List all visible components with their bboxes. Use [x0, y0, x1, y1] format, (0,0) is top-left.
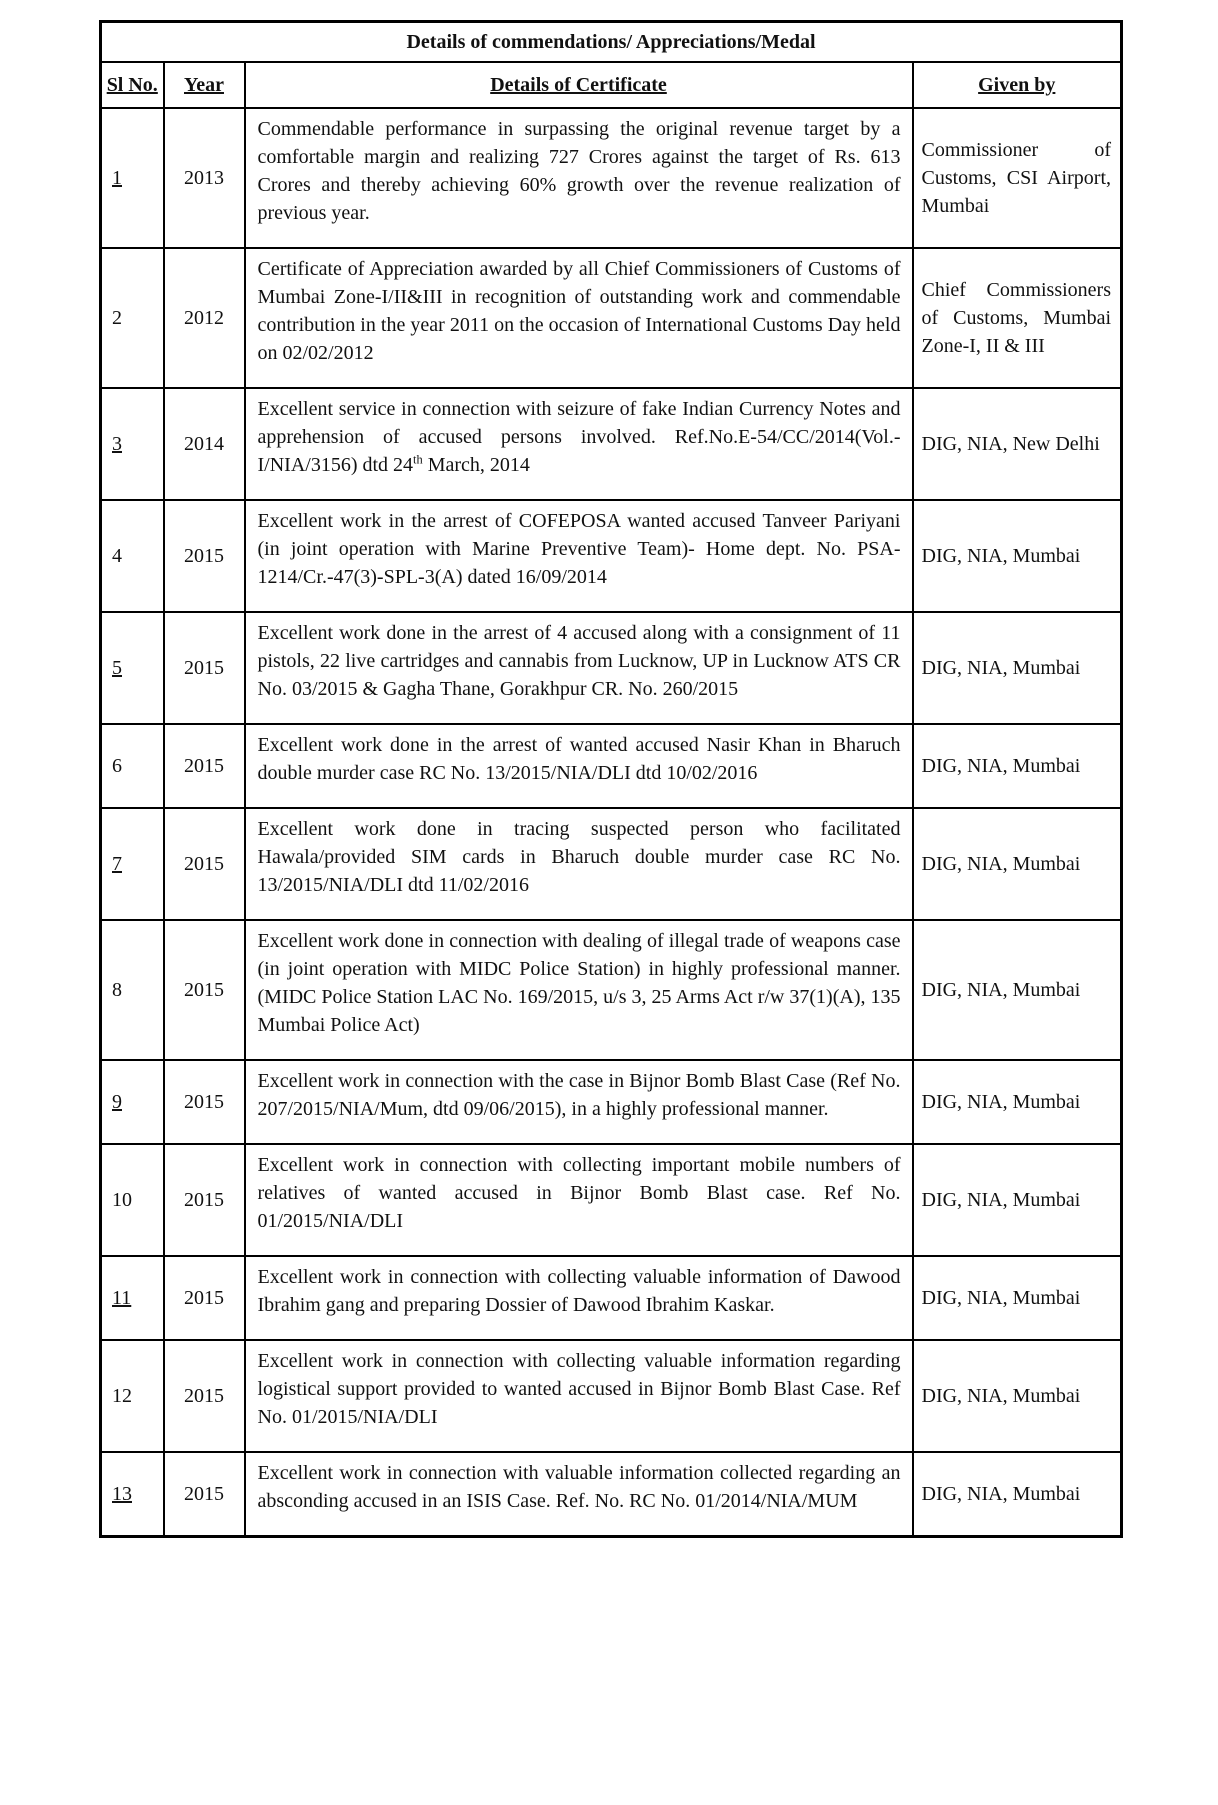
table-row [101, 1340, 1122, 1452]
year-value: 2012 [184, 307, 224, 329]
details-text: Excellent work in the arrest of COFEPOSA wanted accused Tanveer Pariyani (in joint operation with Marine Preventive Team)- Home dept. No. PSA-1214/Cr.-47(3)-SPL-3(A) dated 16/09/2014 [257, 510, 901, 588]
year-cell [164, 920, 245, 1060]
sl-no-cell [101, 388, 164, 500]
year-value: 2013 [184, 167, 224, 189]
year-value: 2015 [184, 545, 224, 567]
year-cell [164, 1144, 245, 1256]
given-by-cell [913, 1452, 1122, 1537]
sl-no-cell [101, 808, 164, 920]
sl-no-value: 6 [112, 755, 122, 777]
given-by-text: DIG, NIA, Mumbai [921, 1483, 1081, 1505]
sl-no-cell [101, 1452, 164, 1537]
given-by-cell [913, 920, 1122, 1060]
sl-no-value: 2 [112, 307, 122, 329]
table-row [101, 248, 1122, 388]
table-title [101, 22, 1122, 63]
details-text: Excellent work in connection with collecting important mobile numbers of relatives of wanted accused in Bijnor Bomb Blast case. Ref No. 01/2015/NIA/DLI [257, 1154, 901, 1232]
sl-no-value: 8 [112, 979, 122, 1001]
table-header-row [101, 62, 1122, 108]
given-by-cell [913, 1256, 1122, 1340]
given-by-cell [913, 388, 1122, 500]
table-row [101, 388, 1122, 500]
column-header-sl-no: Sl No. [101, 62, 164, 108]
year-value: 2015 [184, 1287, 224, 1309]
details-cell [245, 388, 913, 500]
sl-no-cell [101, 724, 164, 808]
details-cell [245, 1144, 913, 1256]
year-value: 2015 [184, 979, 224, 1001]
details-text: Excellent work in connection with collecting valuable information regarding logistical support provided to wanted accused in Bijnor Bomb Blast Case. Ref No. 01/2015/NIA/DLI [257, 1350, 901, 1428]
year-cell [164, 1452, 245, 1537]
sl-no-cell [101, 248, 164, 388]
given-by-cell [913, 500, 1122, 612]
given-by-text: DIG, NIA, Mumbai [921, 1287, 1081, 1309]
given-by-text: Commissioner of Customs, CSI Airport, Mumbai [921, 139, 1111, 217]
sl-no-value: 11 [112, 1287, 132, 1309]
details-text: Excellent work done in tracing suspected person who facilitated Hawala/provided SIM cards in Bharuch double murder case RC No. 13/2015/NIA/DLI dtd 11/02/2016 [257, 818, 901, 896]
given-by-text: DIG, NIA, Mumbai [921, 545, 1081, 567]
table-row [101, 612, 1122, 724]
sl-no-value: 4 [112, 545, 122, 567]
given-by-cell [913, 724, 1122, 808]
year-cell [164, 108, 245, 248]
details-cell [245, 724, 913, 808]
table-row [101, 1256, 1122, 1340]
sl-no-value: 7 [112, 853, 122, 875]
given-by-text: DIG, NIA, New Delhi [921, 433, 1100, 455]
details-cell [245, 1340, 913, 1452]
sl-no-cell [101, 1144, 164, 1256]
given-by-cell [913, 1340, 1122, 1452]
sl-no-value: 10 [112, 1189, 132, 1211]
year-value: 2015 [184, 1091, 224, 1113]
given-by-text: DIG, NIA, Mumbai [921, 979, 1081, 1001]
given-by-cell [913, 248, 1122, 388]
sl-no-value: 12 [112, 1385, 132, 1407]
details-text: Excellent work done in the arrest of wanted accused Nasir Khan in Bharuch double murder case RC No. 13/2015/NIA/DLI dtd 10/02/2016 [257, 734, 901, 784]
table-row [101, 108, 1122, 248]
given-by-text: DIG, NIA, Mumbai [921, 1189, 1081, 1211]
superscript-text: th [413, 452, 423, 467]
year-value: 2015 [184, 657, 224, 679]
sl-no-cell [101, 500, 164, 612]
table-row [101, 500, 1122, 612]
table-row [101, 1060, 1122, 1144]
details-cell [245, 1452, 913, 1537]
details-cell [245, 612, 913, 724]
year-value: 2014 [184, 433, 224, 455]
sl-no-value: 9 [112, 1091, 122, 1113]
year-cell [164, 1340, 245, 1452]
given-by-text: DIG, NIA, Mumbai [921, 755, 1081, 777]
sl-no-cell [101, 612, 164, 724]
details-text: Certificate of Appreciation awarded by all Chief Commissioners of Customs of Mumbai Zone-I/II&III in recognition of outstanding work and commendable contribution in the year 2011 on the occasion of International Customs Day held on 02/02/2012 [257, 258, 901, 364]
details-cell [245, 248, 913, 388]
year-value: 2015 [184, 1483, 224, 1505]
details-text: Excellent work in connection with collecting valuable information of Dawood Ibrahim gang and preparing Dossier of Dawood Ibrahim Kaskar. [257, 1266, 901, 1316]
details-cell [245, 1060, 913, 1144]
details-cell [245, 808, 913, 920]
column-header-given-by: Given by [913, 62, 1122, 108]
details-cell [245, 500, 913, 612]
commendations-table [99, 20, 1123, 1538]
year-value: 2015 [184, 1385, 224, 1407]
details-text: Commendable performance in surpassing the original revenue target by a comfortable margin and realizing 727 Crores against the target of Rs. 613 Crores and thereby achieving 60% growth over the revenue realization of previous year. [257, 118, 901, 224]
given-by-cell [913, 808, 1122, 920]
sl-no-cell [101, 1060, 164, 1144]
sl-no-cell [101, 1340, 164, 1452]
given-by-cell [913, 612, 1122, 724]
details-text: Excellent service in connection with seizure of fake Indian Currency Notes and apprehension of accused persons involved. Ref.No.E-54/CC/2014(Vol.-I/NIA/3156) dtd 24th March, 2014 [257, 398, 901, 476]
given-by-text: Chief Commissioners of Customs, Mumbai Zone-I, II & III [921, 279, 1111, 357]
table-title-text: Details of commendations/ Appreciations/Medal [406, 31, 816, 53]
sl-no-cell [101, 108, 164, 248]
given-by-text: DIG, NIA, Mumbai [921, 1385, 1081, 1407]
year-cell [164, 808, 245, 920]
year-value: 2015 [184, 755, 224, 777]
table-row [101, 1452, 1122, 1537]
year-cell [164, 1256, 245, 1340]
details-text: Excellent work done in the arrest of 4 accused along with a consignment of 11 pistols, 22 live cartridges and cannabis from Lucknow, UP in Lucknow ATS CR No. 03/2015 & Gagha Thane, Gorakhpur CR. No. 260/2015 [257, 622, 901, 700]
sl-no-value: 3 [112, 433, 122, 455]
sl-no-value: 5 [112, 657, 122, 679]
column-header-year: Year [164, 62, 245, 108]
sl-no-cell [101, 920, 164, 1060]
year-cell [164, 388, 245, 500]
table-row [101, 808, 1122, 920]
given-by-text: DIG, NIA, Mumbai [921, 1091, 1081, 1113]
details-text: Excellent work in connection with valuable information collected regarding an absconding accused in an ISIS Case. Ref. No. RC No. 01/2014/NIA/MUM [257, 1462, 901, 1512]
details-cell [245, 920, 913, 1060]
given-by-text: DIG, NIA, Mumbai [921, 657, 1081, 679]
sl-no-value: 13 [112, 1483, 132, 1505]
table-title-row [101, 22, 1122, 63]
details-cell [245, 1256, 913, 1340]
given-by-text: DIG, NIA, Mumbai [921, 853, 1081, 875]
given-by-cell [913, 1144, 1122, 1256]
column-header-details: Details of Certificate [245, 62, 913, 108]
table-row [101, 1144, 1122, 1256]
year-cell [164, 724, 245, 808]
year-cell [164, 1060, 245, 1144]
details-text: Excellent work in connection with the case in Bijnor Bomb Blast Case (Ref No. 207/2015/NIA/Mum, dtd 09/06/2015), in a highly professional manner. [257, 1070, 901, 1120]
sl-no-cell [101, 1256, 164, 1340]
year-cell [164, 248, 245, 388]
details-text: Excellent work done in connection with dealing of illegal trade of weapons case (in joint operation with MIDC Police Station) in highly professional manner. (MIDC Police Station LAC No. 169/2015, u/s 3, 25 Arms Act r/w 37(1)(A), 135 Mumbai Police Act) [257, 930, 901, 1036]
table-row [101, 920, 1122, 1060]
given-by-cell [913, 108, 1122, 248]
details-cell [245, 108, 913, 248]
year-cell [164, 500, 245, 612]
given-by-cell [913, 1060, 1122, 1144]
year-value: 2015 [184, 1189, 224, 1211]
table-row [101, 724, 1122, 808]
sl-no-value: 1 [112, 167, 122, 189]
year-value: 2015 [184, 853, 224, 875]
year-cell [164, 612, 245, 724]
